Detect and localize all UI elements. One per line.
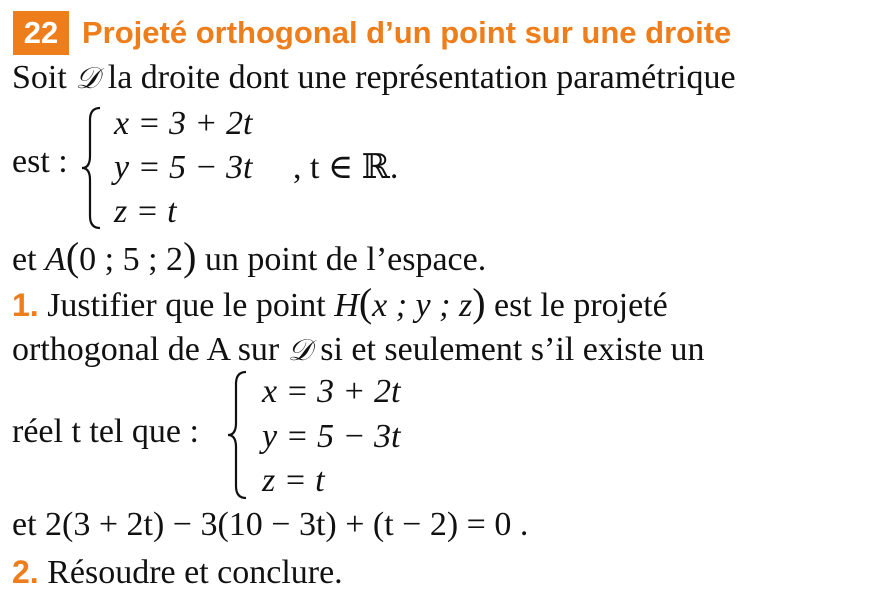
question-1-line-2 [12, 330, 705, 371]
q1-text-after: est le projeté [485, 287, 668, 324]
intro-text-end: la droite dont une représentation paramétrique [99, 59, 736, 96]
question-2-text: Résoudre et conclure. [38, 554, 343, 591]
point-a-suffix: un point de l’espace. [196, 241, 487, 278]
paren-close: ) [472, 280, 486, 325]
point-a-name: A [45, 241, 66, 278]
question-1-number: 1. [12, 287, 39, 323]
system-2-eq-y: y = 5 − 3t [262, 418, 401, 455]
paren-close: ) [183, 234, 197, 279]
paren-open: ( [358, 280, 373, 325]
reel-label: réel t tel que : [12, 413, 199, 450]
point-h-coords: x ; y ; z [372, 287, 473, 324]
line-d-symbol: 𝒟 [75, 61, 100, 96]
system-2-brace [226, 370, 250, 500]
paren-open: ( [65, 234, 80, 279]
question-1-line-1 [12, 280, 668, 326]
orthogonality-equation: et 2(3 + 2t) − 3(10 − 3t) + (t − 2) = 0 . [12, 506, 529, 543]
est-label: est : [12, 143, 68, 180]
q1-text-before: Justifier que le point [38, 287, 335, 324]
q1-line2-after: si et seulement s’il existe un [311, 331, 705, 368]
exercise-number-badge: 22 [13, 11, 69, 55]
exercise-title: Projeté orthogonal d’un point sur une droite [82, 15, 732, 50]
system-1-eq-z: z = t [114, 193, 177, 230]
point-h-name: H [334, 287, 359, 324]
intro-line-1 [12, 58, 736, 99]
system-2-eq-x: x = 3 + 2t [262, 373, 401, 410]
parameter-range: , t ∈ ℝ. [293, 149, 399, 186]
line-d-symbol: 𝒟 [287, 333, 312, 368]
system-1-eq-x: x = 3 + 2t [114, 105, 253, 142]
point-a-coords: 0 ; 5 ; 2 [79, 241, 184, 278]
system-1-eq-y: y = 5 − 3t [114, 149, 253, 186]
q1-line2-before: orthogonal de A sur [12, 331, 288, 368]
system-2-eq-z: z = t [262, 462, 325, 499]
point-a-prefix: et [12, 241, 46, 278]
intro-text-start: Soit [12, 59, 76, 96]
question-2-line [12, 552, 343, 593]
point-a-line [12, 234, 487, 280]
system-1-brace [80, 106, 104, 230]
question-2-number: 2. [12, 554, 39, 590]
